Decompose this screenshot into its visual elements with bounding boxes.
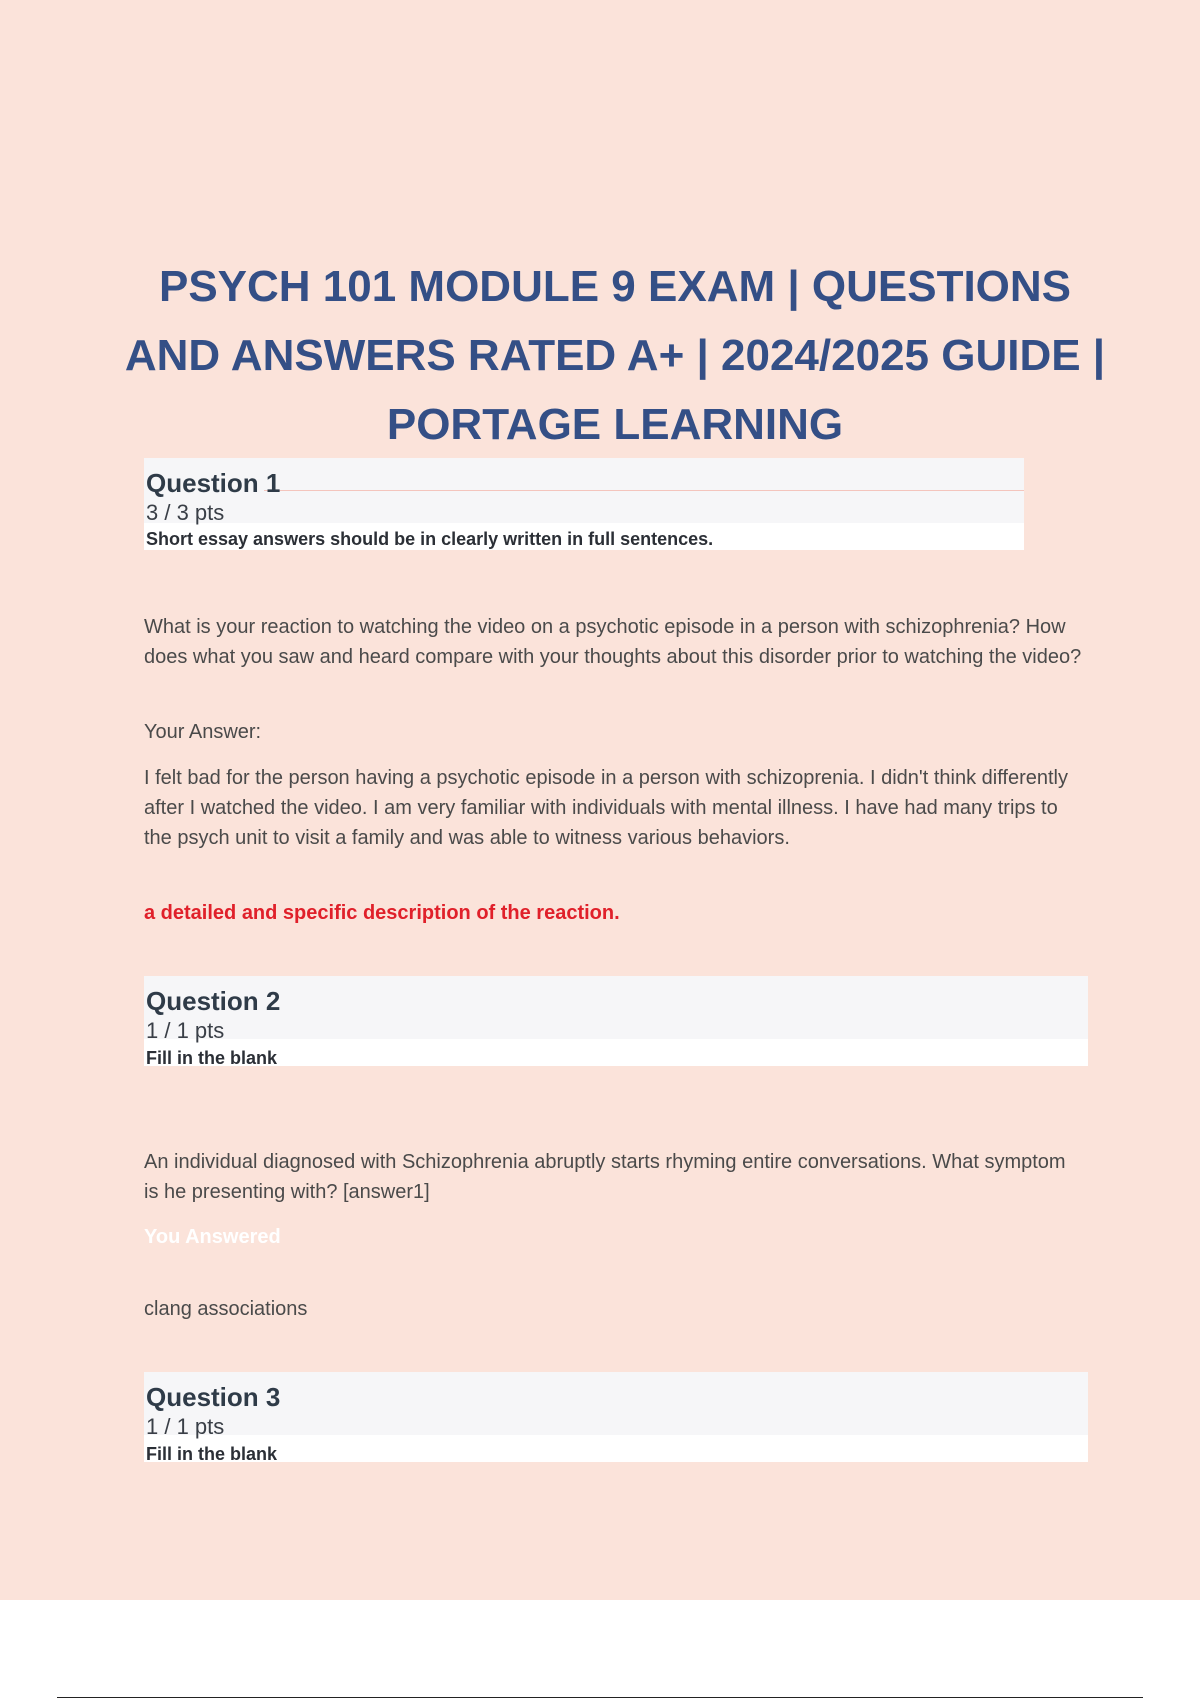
header-divider <box>264 490 1024 491</box>
question-1-instruction: Short essay answers should be in clearly written in full sentences. <box>146 529 714 549</box>
question-3-title: Question 3 <box>146 1382 281 1412</box>
question-2-header <box>144 976 1088 1066</box>
question-2-prompt: An individual diagnosed with Schizophrenia abruptly starts rhyming entire conversations. What symptom is he presenting with? [answer1] <box>144 1151 1066 1203</box>
question-2-answer: clang associations <box>144 1298 308 1320</box>
question-2-title: Question 2 <box>146 986 281 1016</box>
question-3-instruction: Fill in the blank <box>146 1444 278 1464</box>
question-3-header <box>144 1372 1088 1462</box>
question-1-feedback: a detailed and specific description of the reaction. <box>144 902 620 924</box>
question-1-header <box>144 458 1024 550</box>
header-strip <box>144 1039 1088 1066</box>
question-1-prompt: What is your reaction to watching the video on a psychotic episode in a person with schizophrenia? How does what you saw and heard compare with your thoughts about this disorder prior to watching the video? <box>144 616 1082 668</box>
question-1-title: Question 1 <box>146 468 281 498</box>
footer-rule <box>57 1697 1143 1698</box>
header-strip <box>144 1435 1088 1462</box>
question-1-answer-label: Your Answer: <box>144 721 262 743</box>
question-1-points: 3 / 3 pts <box>146 500 225 525</box>
document-title: PSYCH 101 MODULE 9 EXAM | QUESTIONS AND ANSWERS RATED A+ | 2024/2025 GUIDE | PORTAGE LEARNING <box>124 262 1106 449</box>
question-2-instruction: Fill in the blank <box>146 1048 278 1068</box>
question-2-points: 1 / 1 pts <box>146 1018 225 1043</box>
question-2-answer-label: You Answered <box>144 1226 281 1248</box>
question-3-points: 1 / 1 pts <box>146 1414 225 1439</box>
question-1-answer: I felt bad for the person having a psychotic episode in a person with schizoprenia. I didn't think differently after I watched the video. I am very familiar with individuals with mental illness. I have had many trips to the psych unit to visit a family and was able to witness various behaviors. <box>144 767 1068 849</box>
